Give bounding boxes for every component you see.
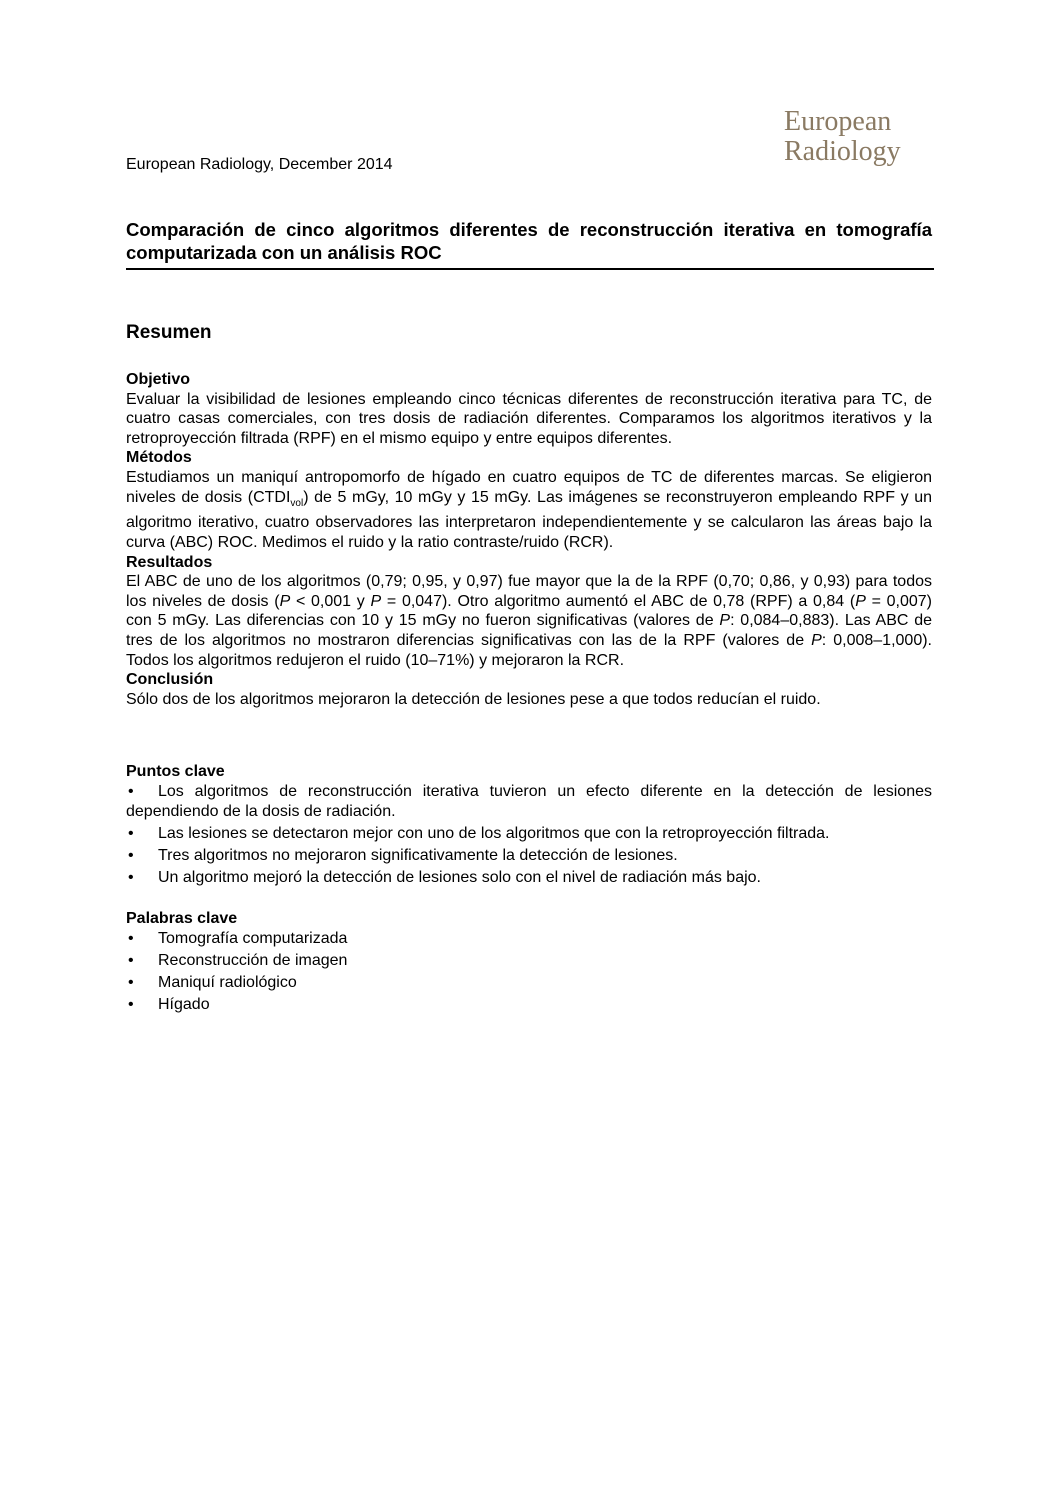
article-title: Comparación de cinco algoritmos diferentes de reconstrucción iterativa en tomografía computarizada con un análisis ROC	[126, 219, 932, 263]
list-item	[126, 929, 932, 949]
list-item	[126, 868, 932, 888]
puntos-clave-list	[126, 782, 932, 888]
p-value-5: P	[811, 631, 822, 649]
bullet-icon: •	[128, 952, 134, 969]
resultados-text	[126, 572, 932, 670]
metodos-text	[126, 468, 932, 553]
resultados-e: : 0,084–0,883). Las ABC de tres de los algoritmos no mostraron diferencias significativas con las de la RPF (valores de	[126, 612, 933, 649]
resultados-heading: Resultados	[126, 553, 213, 571]
metodos-text-1: Estudiamos un maniquí antropomorfo de hígado en cuatro equipos de TC de diferentes marcas. Se eligieron niveles de dosis (CTDI	[126, 468, 932, 506]
palabras-clave-list	[126, 929, 932, 1015]
bullet-icon: •	[128, 996, 134, 1013]
metodos-heading: Métodos	[126, 449, 192, 467]
resultados-a: El ABC de uno de los algoritmos (0,79; 0,95, y 0,97) fue mayor que la de la RPF (0,70; 0,86, y 0,93) para todos los niveles de dosis (	[126, 573, 932, 610]
title-rule	[126, 268, 934, 270]
list-item-text: Las lesiones se detectaron mejor con uno de los algoritmos que con la retroproyección filtrada.	[158, 825, 830, 842]
palabras-clave	[126, 909, 932, 1017]
logo-line-2: Radiology	[784, 136, 901, 167]
puntos-clave	[126, 762, 932, 890]
logo-line-1: European	[784, 106, 892, 137]
p-value-2: P	[370, 592, 382, 610]
list-item-text: Hígado	[158, 996, 210, 1013]
p-value-4: P	[719, 612, 731, 630]
palabras-clave-heading: Palabras clave	[126, 910, 238, 927]
list-item-text: Tomografía computarizada	[158, 930, 348, 947]
conclusion-text: Sólo dos de los algoritmos mejoraron la detección de lesiones pese a que todos reducían el ruido.	[126, 690, 821, 708]
list-item-text: Reconstrucción de imagen	[158, 952, 348, 969]
objetivo-text: Evaluar la visibilidad de lesiones empleando cinco técnicas diferentes de reconstrucción iterativa para TC, de cuatro casas comerciales, con tres dosis de radiación diferentes. Comparamos los algoritmos iterativos y la retroproyección filtrada (RPF) en el mismo equipo y entre equipos diferentes.	[126, 390, 932, 447]
resultados-d: = 0,007) con 5 mGy. Las diferencias con 10 y 15 mGy no fueron significativas (valores de	[126, 592, 933, 630]
metodos-subscript: vol	[290, 497, 304, 509]
p-value-1: P	[279, 592, 291, 610]
resultados-b: < 0,001 y	[290, 592, 371, 610]
bullet-icon: •	[128, 974, 134, 991]
p-value-3: P	[855, 592, 866, 610]
objetivo-heading: Objetivo	[126, 371, 191, 388]
journal-citation: European Radiology, December 2014	[126, 156, 393, 173]
list-item	[126, 782, 932, 822]
list-item-text: Tres algoritmos no mejoraron significativamente la detección de lesiones.	[158, 847, 678, 864]
list-item	[126, 995, 932, 1015]
list-item	[126, 846, 932, 866]
journal-logo	[784, 107, 934, 167]
list-item	[126, 824, 932, 844]
list-item	[126, 951, 932, 971]
puntos-clave-heading: Puntos clave	[126, 763, 225, 780]
bullet-icon: •	[128, 869, 134, 886]
bullet-icon: •	[128, 825, 134, 842]
list-item-text: Maniquí radiológico	[158, 974, 297, 991]
resultados-c: = 0,047). Otro algoritmo aumentó el ABC de 0,78 (RPF) a 0,84 (	[381, 592, 856, 610]
metodos-text-2: ) de 5 mGy, 10 mGy y 15 mGy. Las imágenes se reconstruyeron empleando RPF y un algoritmo iterativo, cuatro observadores las interpretaron independientemente y se calcularon las áreas bajo la curva (ABC) ROC. Medimos el ruido y la ratio contraste/ruido (RCR).	[126, 488, 932, 551]
list-item-text: Los algoritmos de reconstrucción iterativa tuvieron un efecto diferente en la detección de lesiones dependiendo de la dosis de radiación.	[126, 783, 932, 820]
bullet-icon: •	[128, 930, 134, 947]
bullet-icon: •	[128, 847, 134, 864]
bullet-icon: •	[128, 783, 134, 800]
section-title-resumen: Resumen	[126, 322, 212, 343]
list-item-text: Un algoritmo mejoró la detección de lesiones solo con el nivel de radiación más bajo.	[158, 869, 761, 886]
conclusion-heading: Conclusión	[126, 671, 214, 689]
resultados-f: : 0,008–1,000). Todos los algoritmos redujeron el ruido (10–71%) y mejoraron la RCR.	[126, 631, 932, 669]
abstract	[126, 370, 932, 709]
list-item	[126, 973, 932, 993]
